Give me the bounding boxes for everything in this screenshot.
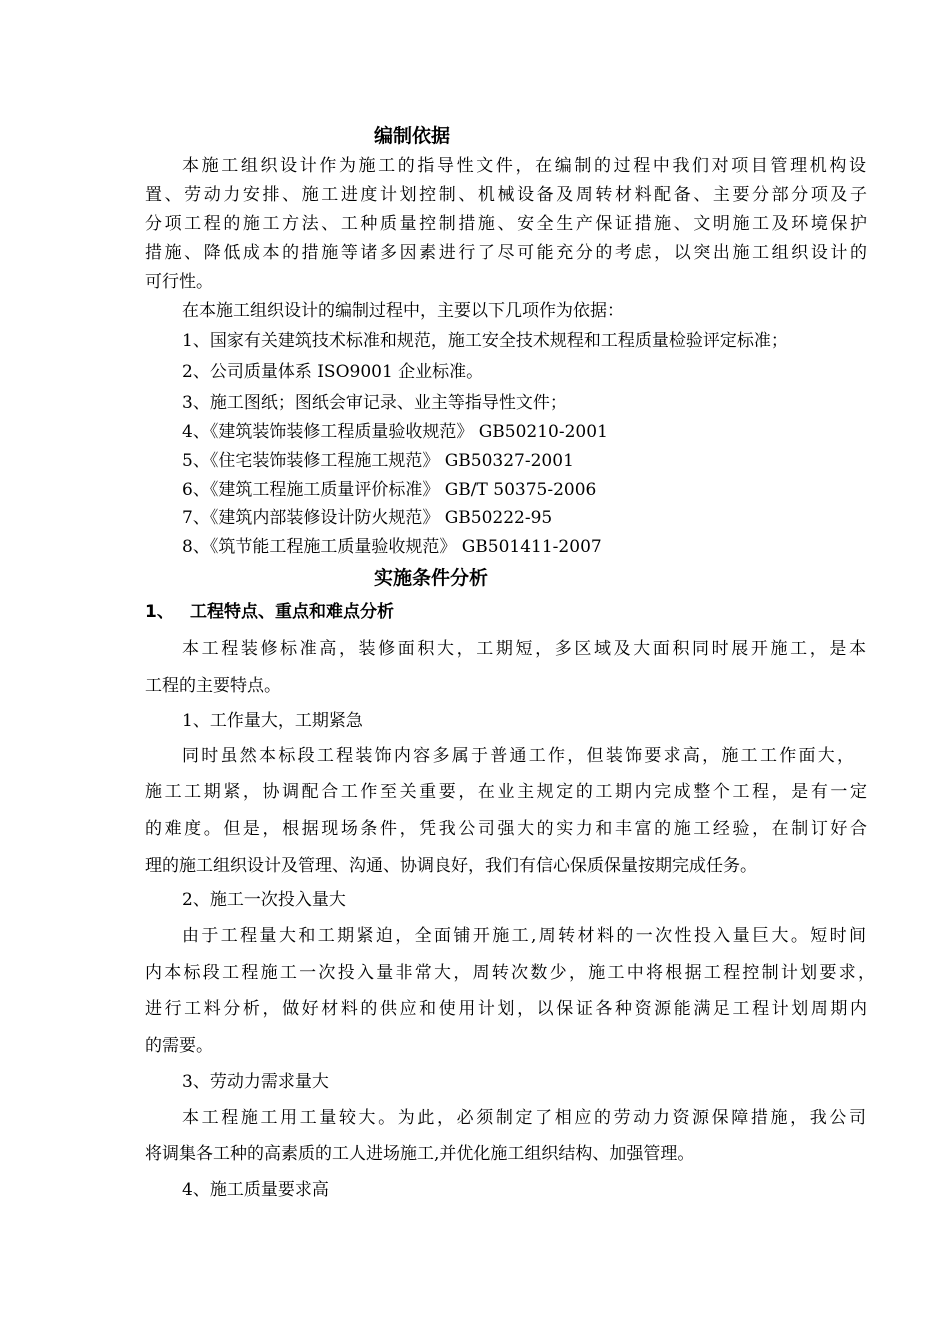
paragraph-line: 施工工期紧，协调配合工作至关重要，在业主规定的工期内完成整个工程，是有一定 [145,782,867,802]
paragraph-line: 将调集各工种的高素质的工人进场施工,并优化施工组织结构、加强管理。 [145,1144,695,1164]
paragraph-line: 同时虽然本标段工程装饰内容多属于普通工作，但装饰要求高，施工工作面大， [182,746,854,766]
heading-number: 1、 [145,602,174,622]
paragraph-line: 措施、降低成本的措施等诸多因素进行了尽可能充分的考虑，以突出施工组织设计的 [145,243,867,263]
paragraph-line: 本施工组织设计作为施工的指导性文件，在编制的过程中我们对项目管理机构设 [182,156,866,176]
paragraph-line: 进行工料分析，做好材料的供应和使用计划，以保证各种资源能满足工程计划周期内 [145,999,867,1019]
paragraph-line: 本工程施工用工量较大。为此，必须制定了相应的劳动力资源保障措施，我公司 [182,1108,866,1128]
paragraph-line: 分项工程的施工方法、工种质量控制措施、安全生产保证措施、文明施工及环境保护 [145,214,867,234]
subsection-title: 4、施工质量要求高 [182,1180,329,1200]
list-item: 6、《建筑工程施工质量评价标准》 GB/T 50375-2006 [182,480,597,500]
list-item: 4、《建筑装饰装修工程质量验收规范》 GB50210-2001 [182,422,608,442]
subsection-title: 1、工作量大，工期紧急 [182,711,363,731]
subsection-title: 3、劳动力需求量大 [182,1072,329,1092]
subsection-title: 2、施工一次投入量大 [182,890,346,910]
list-item: 2、公司质量体系 ISO9001 企业标准。 [182,362,484,382]
paragraph-line: 工程的主要特点。 [145,676,281,696]
list-item: 7、《建筑内部装修设计防火规范》 GB50222-95 [182,508,553,528]
paragraph-line: 本工程装修标准高，装修面积大，工期短，多区域及大面积同时展开施工，是本 [182,639,866,659]
list-item: 3、施工图纸；图纸会审记录、业主等指导性文件； [182,393,567,413]
heading-text: 工程特点、重点和难点分析 [190,602,394,622]
paragraph-line: 在本施工组织设计的编制过程中，主要以下几项作为依据： [182,301,624,321]
paragraph-line: 置、劳动力安排、施工进度计划控制、机械设备及周转材料配备、主要分部分项及子 [145,185,867,205]
paragraph-line: 由于工程量大和工期紧迫，全面铺开施工,周转材料的一次性投入量巨大。短时间 [182,926,866,946]
paragraph-line: 的需要。 [145,1036,213,1056]
section-title-basis: 编制依据 [374,125,451,147]
paragraph-line: 内本标段工程施工一次投入量非常大，周转次数少，施工中将根据工程控制计划要求， [145,963,875,983]
paragraph-line: 可行性。 [145,272,213,292]
list-item: 5、《住宅装饰装修工程施工规范》 GB50327-2001 [182,451,574,471]
section-title-conditions: 实施条件分析 [374,567,489,589]
paragraph-line: 的难度。但是，根据现场条件，凭我公司强大的实力和丰富的施工经验，在制订好合 [145,819,867,839]
paragraph-line: 理的施工组织设计及管理、沟通、协调良好，我们有信心保质保量按期完成任务。 [145,856,757,876]
list-item: 1、国家有关建筑技术标准和规范，施工安全技术规程和工程质量检验评定标准； [182,331,788,351]
list-item: 8、《筑节能工程施工质量验收规范》 GB501411-2007 [182,537,602,557]
